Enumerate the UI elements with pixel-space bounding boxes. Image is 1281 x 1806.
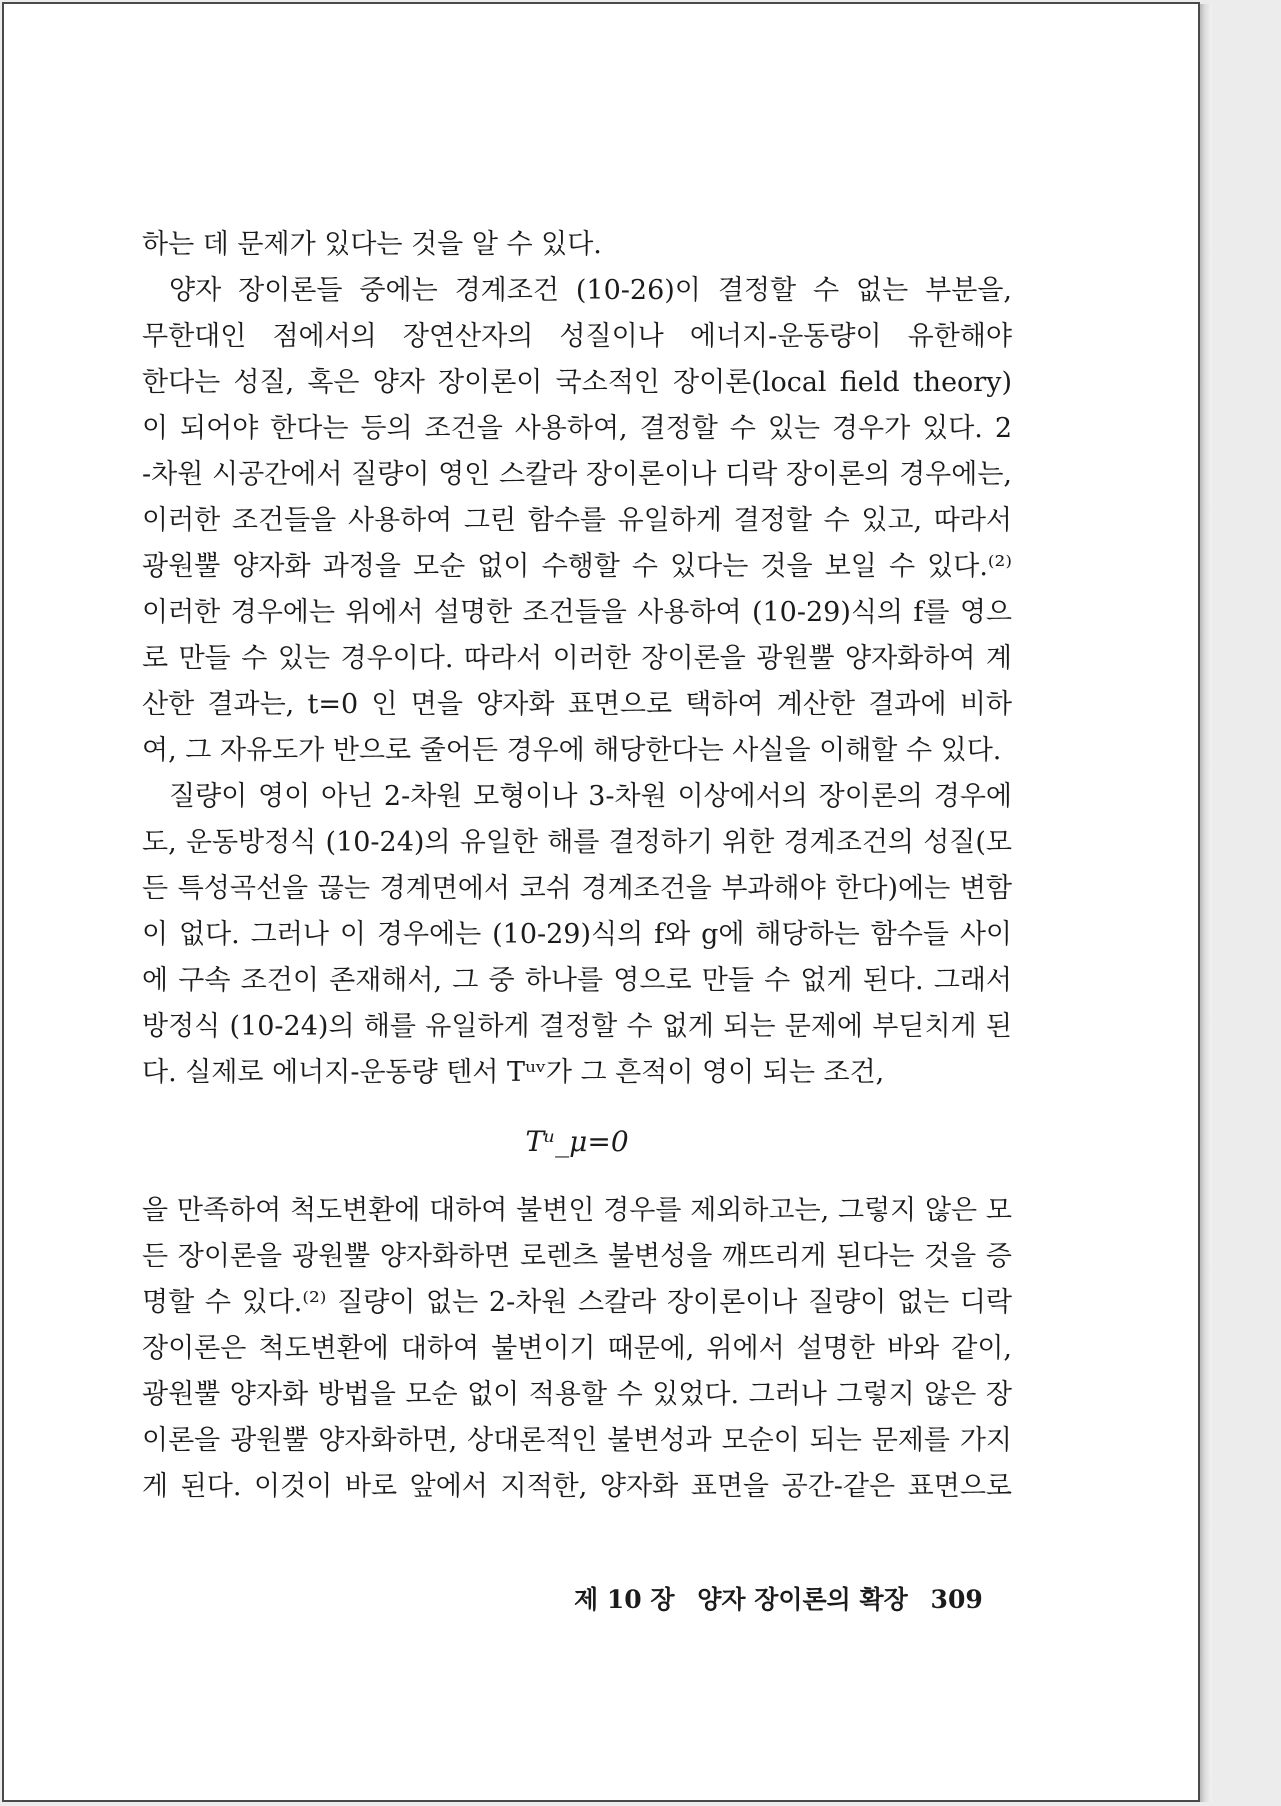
text-line: 든 특성곡선을 끊는 경계면에서 코쉬 경계조건을 부과해야 한다)에는 변함	[142, 873, 1012, 904]
text-line: 이 되어야 한다는 등의 조건을 사용하여, 결정할 수 있는 경우가 있다. 2	[142, 413, 1012, 444]
text-line: 도, 운동방정식 (10-24)의 유일한 해를 결정하기 위한 경계조건의 성질(모	[142, 827, 1012, 858]
text-line: 게 된다. 이것이 바로 앞에서 지적한, 양자화 표면을 공간-같은 표면으로	[142, 1471, 1012, 1502]
text-line: 로 만들 수 있는 경우이다. 따라서 이러한 장이론을 광원뿔 양자화하여 계	[142, 643, 1012, 674]
text-line: 광원뿔 양자화 과정을 모순 없이 수행할 수 있다는 것을 보일 수 있다.⁽²⁾	[142, 551, 1012, 582]
text-line: 을 만족하여 척도변환에 대하여 불변인 경우를 제외하고는, 그렇지 않은 모	[142, 1195, 1012, 1226]
chapter-title: 양자 장이론의 확장	[697, 1585, 908, 1614]
text-line: 산한 결과는, t=0 인 면을 양자화 표면으로 택하여 계산한 결과에 비하	[142, 689, 1012, 720]
text-line: 에 구속 조건이 존재해서, 그 중 하나를 영으로 만들 수 없게 된다. 그래서	[142, 965, 1012, 996]
text-line: 질량이 영이 아닌 2-차원 모형이나 3-차원 이상에서의 장이론의 경우에	[169, 781, 1012, 812]
running-footer	[560, 1580, 983, 1616]
text-line: 이 없다. 그러나 이 경우에는 (10-29)식의 f와 g에 해당하는 함수들 사이	[142, 919, 1012, 950]
page-number: 309	[930, 1585, 983, 1614]
text-line: 든 장이론을 광원뿔 양자화하면 로렌츠 불변성을 깨뜨리게 된다는 것을 증	[142, 1241, 1012, 1272]
text-line: 이러한 조건들을 사용하여 그린 함수를 유일하게 결정할 수 있고, 따라서	[142, 505, 1012, 536]
text-line: 명할 수 있다.⁽²⁾ 질량이 없는 2-차원 스칼라 장이론이나 질량이 없는 디락	[142, 1287, 1012, 1318]
chapter-number: 제 10 장	[574, 1585, 675, 1614]
text-line: 하는 데 문제가 있다는 것을 알 수 있다.	[142, 229, 602, 260]
text-line: 한다는 성질, 혹은 양자 장이론이 국소적인 장이론(local field theory)	[142, 367, 1012, 398]
text-line: 무한대인 점에서의 장연산자의 성질이나 에너지-운동량이 유한해야	[142, 321, 1012, 352]
text-line: 다. 실제로 에너지-운동량 텐서 Tᵘᵛ가 그 흔적이 영이 되는 조건,	[142, 1057, 885, 1088]
equation: Tᵘ_μ=0	[525, 1125, 629, 1158]
text-line: 광원뿔 양자화 방법을 모순 없이 적용할 수 있었다. 그러나 그렇지 않은 장	[142, 1379, 1012, 1410]
text-line: 이론을 광원뿔 양자화하면, 상대론적인 불변성과 모순이 되는 문제를 가지	[142, 1425, 1012, 1456]
text-line: 양자 장이론들 중에는 경계조건 (10-26)이 결정할 수 없는 부분을,	[169, 275, 1012, 306]
text-line: 이러한 경우에는 위에서 설명한 조건들을 사용하여 (10-29)식의 f를 영으	[142, 597, 1012, 628]
text-line: 장이론은 척도변환에 대하여 불변이기 때문에, 위에서 설명한 바와 같이,	[142, 1333, 1012, 1364]
text-line: 방정식 (10-24)의 해를 유일하게 결정할 수 없게 되는 문제에 부딛치게 된	[142, 1011, 1012, 1042]
text-line: -차원 시공간에서 질량이 영인 스칼라 장이론이나 디락 장이론의 경우에는,	[142, 459, 1012, 490]
text-line: 여, 그 자유도가 반으로 줄어든 경우에 해당한다는 사실을 이해할 수 있다.	[142, 735, 1002, 766]
body-text	[142, 222, 1012, 1510]
page-edge-shadow	[1200, 4, 1212, 1802]
